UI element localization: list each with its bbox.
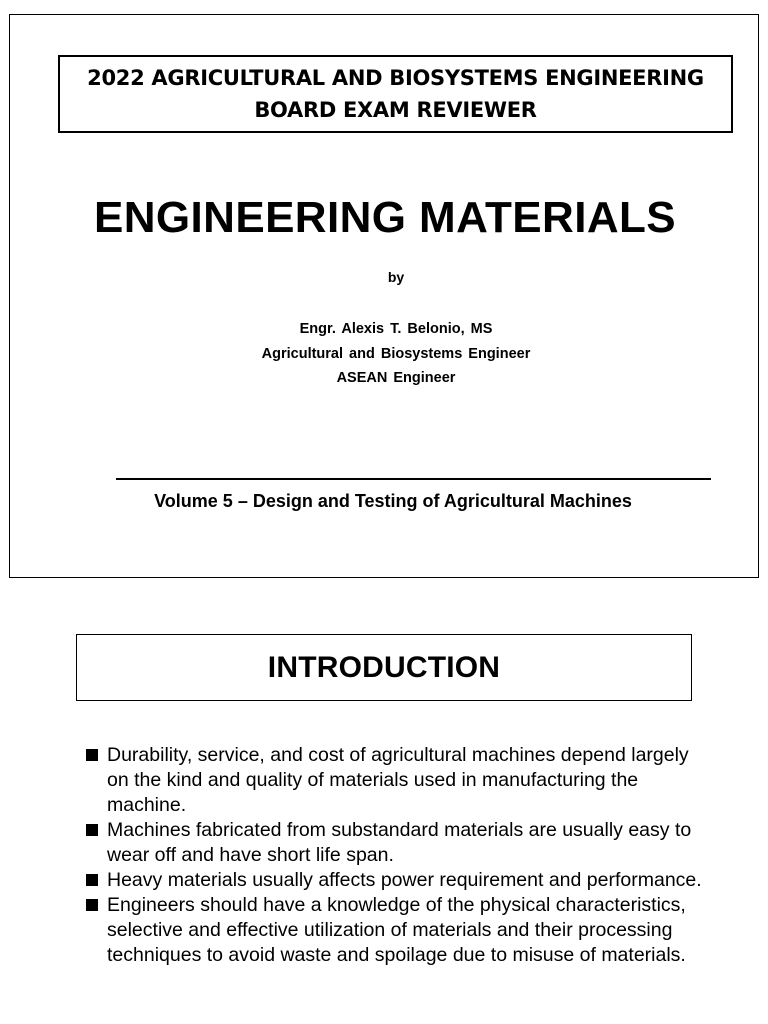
introduction-heading-box	[76, 634, 692, 701]
author-title: Agricultural and Biosystems Engineer	[261, 345, 531, 362]
volume-subtitle: Volume 5 – Design and Testing of Agricultural Machines	[154, 491, 632, 511]
list-item	[86, 868, 706, 893]
bullet-text: Durability, service, and cost of agricultural machines depend largely on the kind and quality of materials used in manufacturing the machine.	[107, 744, 689, 816]
main-title: ENGINEERING MATERIALS	[93, 193, 677, 242]
exam-title-line-1: 2022 AGRICULTURAL AND BIOSYSTEMS ENGINEERING	[87, 66, 704, 90]
square-bullet-icon	[86, 824, 98, 836]
title-slide	[9, 14, 759, 578]
by-label: by	[387, 269, 405, 285]
list-item	[86, 743, 706, 818]
list-item	[86, 818, 706, 868]
author-name: Engr. Alexis T. Belonio, MS	[299, 321, 493, 337]
bullet-text: Heavy materials usually affects power requirement and performance.	[107, 869, 702, 891]
introduction-heading: INTRODUCTION	[267, 650, 501, 684]
bullet-text: Engineers should have a knowledge of the physical characteristics, selective and effective utilization of materials and their processing techniques to avoid waste and spoilage due to misuse of materials.	[107, 894, 686, 966]
square-bullet-icon	[86, 749, 98, 761]
exam-title-line-2: BOARD EXAM REVIEWER	[254, 98, 537, 122]
author-credential: ASEAN Engineer	[336, 370, 456, 386]
exam-title-box	[58, 55, 733, 133]
list-item	[86, 893, 706, 968]
introduction-bullet-list	[86, 743, 706, 968]
author-block	[10, 317, 768, 391]
square-bullet-icon	[86, 899, 98, 911]
square-bullet-icon	[86, 874, 98, 886]
bullet-text: Machines fabricated from substandard materials are usually easy to wear off and have short life span.	[107, 819, 692, 866]
divider-line	[116, 478, 711, 480]
